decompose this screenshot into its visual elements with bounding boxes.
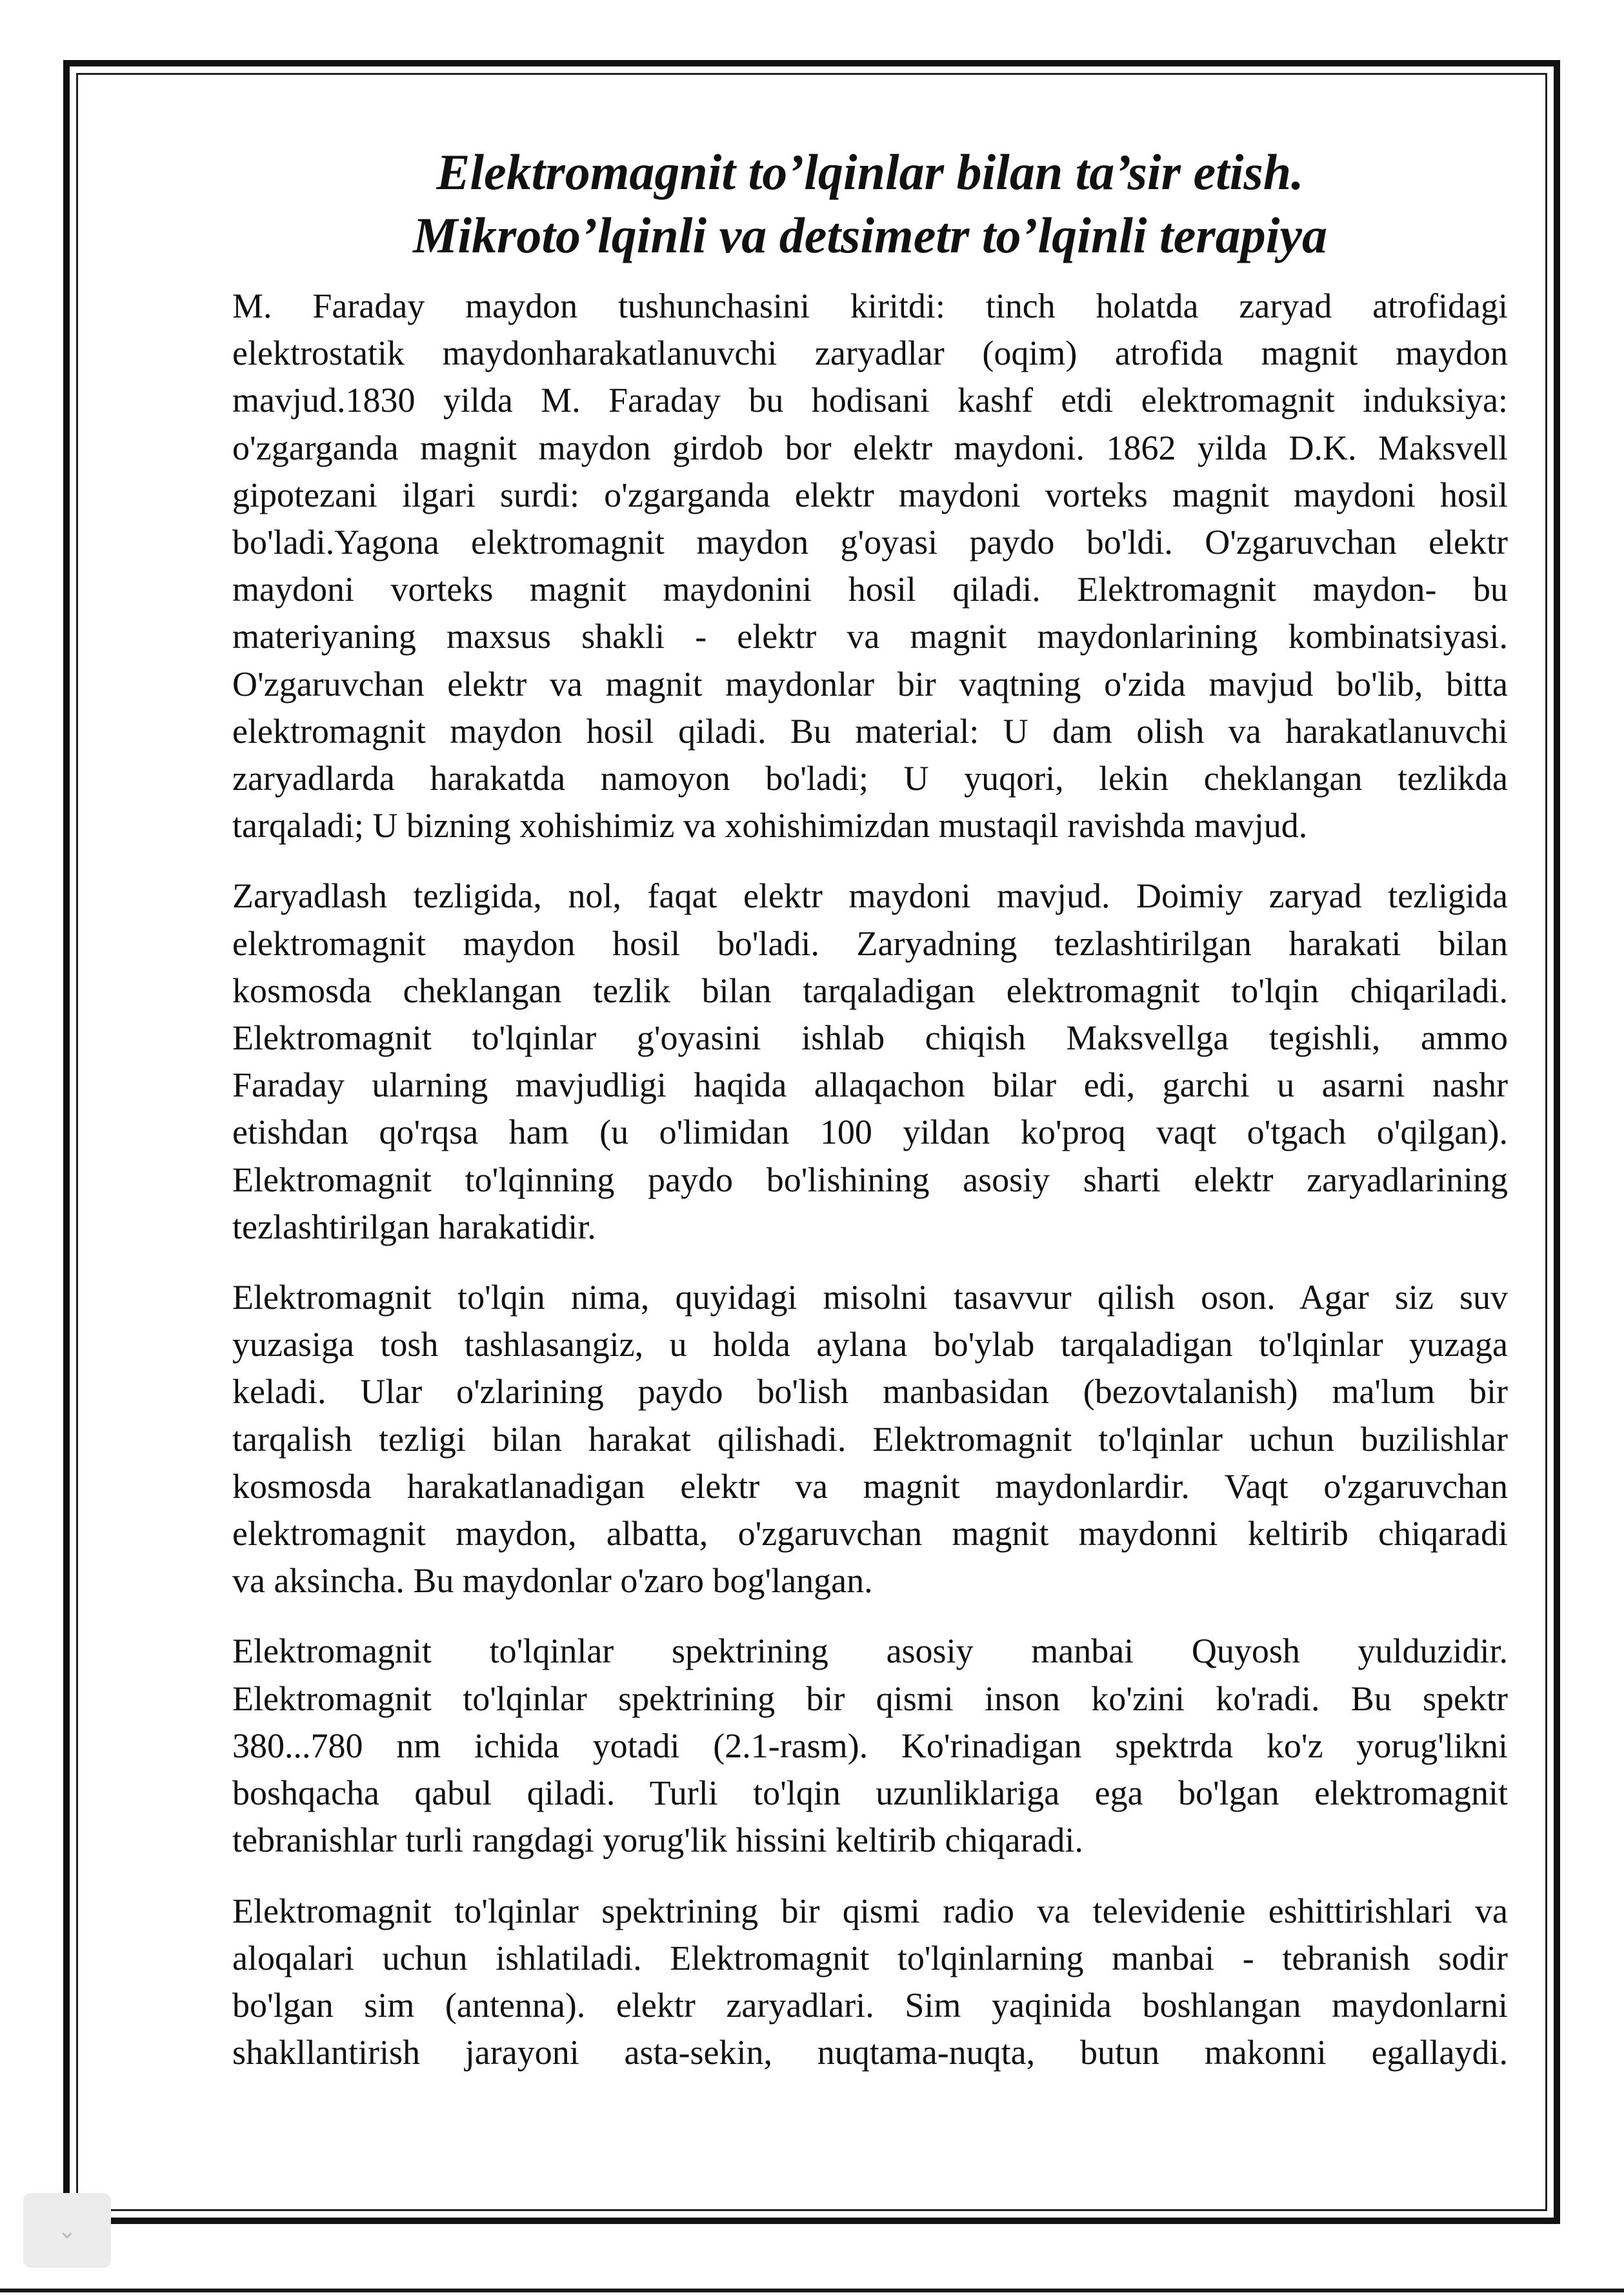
paragraph (232, 1628, 1508, 1864)
paragraph-line: bo'lgan sim (antenna). elektr zaryadlari. Sim yaqinida boshlangan maydonlarni (232, 1985, 1508, 2025)
paragraph-line: elektromagnit maydon, albatta, o'zgaruvchan magnit maydonni keltirib chiqaradi (232, 1514, 1508, 1553)
paragraph-line: tarqalish tezligi bilan harakat qilishadi. Elektromagnit to'lqinlar uchun buzilishlar (232, 1419, 1508, 1459)
paragraph-line: Zaryadlash tezligida, nol, faqat elektr maydoni mavjud. Doimiy zaryad tezligida (232, 876, 1508, 916)
title-line-1: Elektromagnit to’lqinlar bilan ta’sir etish. (436, 144, 1304, 200)
paragraph-line: Elektromagnit to'lqinlar g'oyasini ishlab chiqish Maksvellga tegishli, ammo (232, 1018, 1508, 1058)
paragraph (232, 873, 1508, 1251)
title-line-2: Mikroto’lqinli va detsimetr to’lqinli terapiya (413, 207, 1327, 263)
paragraph-line: elektromagnit maydon hosil bo'ladi. Zaryadning tezlashtirilgan harakati bilan (232, 924, 1508, 963)
paragraph-line: yuzasiga tosh tashlasangiz, u holda aylana bo'ylab tarqaladigan to'lqinlar yuzaga (232, 1325, 1508, 1364)
paragraph-line: gipotezani ilgari surdi: o'zgarganda elektr maydoni vorteks magnit maydoni hosil (232, 475, 1508, 514)
paragraph-line: o'zgarganda magnit maydon girdob bor elektr maydoni. 1862 yilda D.K. Maksvell (232, 428, 1508, 467)
paragraph-line: Elektromagnit to'lqinlar spektrining bir qismi inson ko'zini ko'radi. Bu spektr (232, 1679, 1508, 1718)
bottom-divider (0, 2289, 1624, 2292)
paragraph-line: etishdan qo'rqsa ham (u o'limidan 100 yildan ko'proq vaqt o'tgach o'qilgan). (232, 1113, 1508, 1152)
paragraph-line: Elektromagnit to'lqinning paydo bo'lishining asosiy sharti elektr zaryadlarining (232, 1160, 1508, 1199)
paragraph (232, 283, 1508, 849)
paragraph-line: aloqalari uchun ishlatiladi. Elektromagnit to'lqinlarning manbai - tebranish sodir (232, 1938, 1508, 1977)
paragraph-line: zaryadlarda harakatda namoyon bo'ladi; U yuqori, lekin cheklangan tezlikda (232, 759, 1508, 798)
paragraph-line: kosmosda harakatlanadigan elektr va magnit maydonlardir. Vaqt o'zgaruvchan (232, 1466, 1508, 1506)
paragraph-line: tarqaladi; U bizning xohishimiz va xohishimizdan mustaqil ravishda mavjud. (232, 806, 1308, 845)
paragraph-line: M. Faraday maydon tushunchasini kiritdi: tinch holatda zaryad atrofidagi (232, 287, 1508, 325)
paragraph-line: shakllantirish jarayoni asta-sekin, nuqtama-nuqta, butun makonni egallaydi. (232, 2033, 1508, 2072)
paragraph-line: Elektromagnit to'lqinlar spektrining asosiy manbai Quyosh yulduzidir. (232, 1632, 1508, 1671)
paragraph-line: tebranishlar turli rangdagi yorug'lik hissini keltirib chiqaradi. (232, 1821, 1083, 1860)
paragraph-line: mavjud.1830 yilda M. Faraday bu hodisani kashf etdi elektromagnit induksiya: (232, 381, 1508, 420)
paragraph-list (232, 283, 1508, 2076)
page-turn-glyph: ⌄ (57, 2217, 77, 2244)
paragraph-line: boshqacha qabul qiladi. Turli to'lqin uzunliklariga ega bo'lgan elektromagnit (232, 1774, 1508, 1813)
paragraph-line: maydoni vorteks magnit maydonini hosil qiladi. Elektromagnit maydon- bu (232, 570, 1508, 609)
document-body (232, 141, 1508, 2099)
paragraph-line: 380...780 nm ichida yotadi (2.1-rasm). Ko'rinadigan spektrda ko'z yorug'likni (232, 1726, 1508, 1765)
paragraph-line: materiyaning maxsus shakli - elektr va magnit maydonlarining kombinatsiyasi. (232, 617, 1508, 656)
paragraph-line: keladi. Ular o'zlarining paydo bo'lish manbasidan (bezovtalanish) ma'lum bir (232, 1372, 1508, 1411)
paragraph-line: bo'ladi.Yagona elektromagnit maydon g'oyasi paydo bo'ldi. O'zgaruvchan elektr (232, 523, 1508, 562)
paragraph-line: elektromagnit maydon hosil qiladi. Bu material: U dam olish va harakatlanuvchi (232, 711, 1508, 751)
document-title (232, 141, 1508, 267)
paragraph-line: va aksincha. Bu maydonlar o'zaro bog'langan. (232, 1561, 873, 1601)
paragraph (232, 1274, 1508, 1604)
paragraph-line: kosmosda cheklangan tezlik bilan tarqaladigan elektromagnit to'lqin chiqariladi. (232, 971, 1508, 1010)
paragraph-line: tezlashtirilgan harakatidir. (232, 1207, 596, 1246)
paragraph (232, 1888, 1508, 2077)
paragraph-line: Elektromagnit to'lqin nima, quyidagi misolni tasavvur qilish oson. Agar siz suv (232, 1278, 1508, 1317)
paragraph-line: Faraday ularning mavjudligi haqida allaqachon bilar edi, garchi u asarni nashr (232, 1066, 1508, 1105)
page-turn-icon[interactable] (23, 2193, 111, 2268)
paragraph-line: O'zgaruvchan elektr va magnit maydonlar bir vaqtning o'zida mavjud bo'lib, bitta (232, 664, 1508, 703)
paragraph-line: elektrostatik maydonharakatlanuvchi zaryadlar (oqim) atrofida magnit maydon (232, 334, 1508, 373)
paragraph-line: Elektromagnit to'lqinlar spektrining bir qismi radio va televidenie eshittirishlari va (232, 1891, 1508, 1930)
